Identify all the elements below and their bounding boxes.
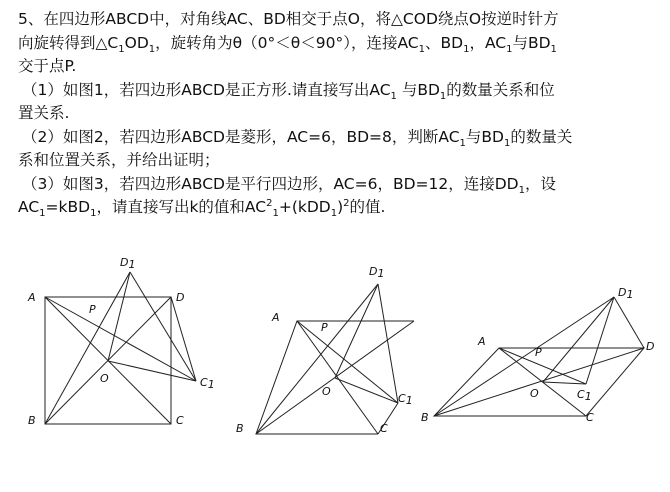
label-p: P [535,346,542,359]
label-d: D [646,340,655,353]
label-c1: C1 [577,388,592,403]
label-c1: C1 [398,392,413,407]
label-d1: D1 [369,265,385,280]
figure-1 [27,256,215,427]
label-a: A [272,311,280,324]
label-d: D [176,291,185,304]
problem-line-1: 5、在四边形ABCD中，对角线AC、BD相交于点O，将△COD绕点O按逆时针方 [18,10,559,28]
label-a: A [28,291,36,304]
label-c: C [176,414,184,427]
problem-line-3: 交于点P. [18,57,77,75]
part-2: （2）如图2，若四边形ABCD是菱形，AC=6，BD=8，判断$AC_1$与$BD_1$的数量关 [22,127,573,149]
part-1-cont: 置关系. [18,104,70,122]
part-2-cont: 系和位置关系，并给出证明； [18,151,220,169]
label-c: C [380,422,388,435]
label-p: P [321,321,328,334]
part-3: （3）如图3，若四边形ABCD是平行四边形，AC=6，BD=12，连接$DD_1$，设 [22,174,556,196]
label-o: O [530,387,539,400]
label-b: B [421,411,429,424]
label-b: B [236,422,244,435]
label-c: C [586,411,594,424]
label-o: O [100,372,109,385]
figure-3 [421,286,654,424]
figure-2 [236,265,414,435]
label-o: O [322,385,331,398]
part-3-cont: $AC_1=kBD_1$，请直接写出k的值和$AC^2_1+(kDD_1)^2$的值. [18,197,386,220]
problem-line-2: 向旋转得到$\triangle C_1OD_1$，旋转角为θ（0°＜θ＜90°），连接$AC_1$、$BD_1$，$AC_1$与$BD_1$ [18,33,557,55]
label-c1: C1 [200,376,215,391]
part-1: （1）如图1，若四边形ABCD是正方形.请直接写出$AC_1$ 与$BD_1$的数量关系和位 [22,80,555,102]
label-p: P [89,303,96,316]
label-b: B [28,414,36,427]
label-d1: D1 [618,286,634,301]
label-a: A [478,335,486,348]
label-d1: D1 [120,256,136,271]
